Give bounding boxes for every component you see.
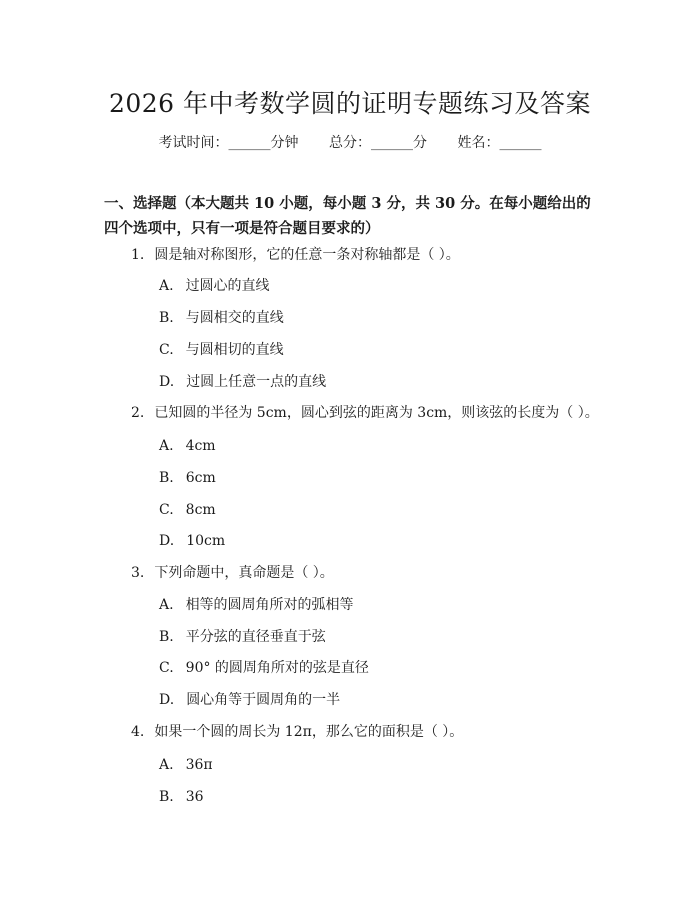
question-number: 4. — [131, 724, 145, 740]
exam-time-blank: ______ — [228, 135, 271, 151]
question-text: 如果一个圆的周长为 12π，那么它的面积是（ ）。 — [154, 724, 464, 740]
question-stem — [131, 404, 599, 422]
question-number: 2. — [131, 405, 145, 421]
answer-option — [159, 277, 270, 295]
question-stem — [131, 246, 460, 264]
option-text: 90° 的圆周角所对的弦是直径 — [185, 660, 369, 676]
answer-option — [159, 437, 216, 455]
option-text: 过圆心的直线 — [185, 278, 270, 294]
answer-option — [159, 532, 225, 550]
answer-option — [159, 469, 216, 487]
option-text: 与圆相切的直线 — [185, 342, 284, 358]
exam-time-unit: 分钟 — [270, 135, 299, 151]
option-letter: B. — [159, 470, 174, 486]
answer-option — [159, 341, 284, 359]
option-letter: D. — [159, 692, 175, 708]
question-number: 3. — [131, 565, 145, 581]
answer-option — [159, 659, 369, 677]
option-letter: B. — [159, 789, 174, 805]
option-letter: C. — [159, 342, 174, 358]
option-text: 平分弦的直径垂直于弦 — [185, 629, 326, 645]
answer-option — [159, 756, 213, 774]
option-letter: A. — [159, 438, 174, 454]
exam-info-line — [0, 132, 700, 152]
option-letter: C. — [159, 660, 174, 676]
answer-option — [159, 373, 326, 391]
option-text: 36 — [185, 789, 204, 805]
option-text: 10cm — [186, 533, 226, 549]
answer-option — [159, 628, 326, 646]
answer-option — [159, 691, 340, 709]
option-letter: B. — [159, 629, 174, 645]
total-score-unit: 分 — [413, 135, 427, 151]
option-letter: D. — [159, 533, 175, 549]
option-letter: A. — [159, 278, 174, 294]
answer-option — [159, 309, 284, 327]
exam-time-label: 考试时间： — [158, 135, 229, 151]
answer-option — [159, 596, 354, 614]
total-score-label: 总分： — [329, 135, 371, 151]
option-letter: C. — [159, 502, 174, 518]
question-text: 已知圆的半径为 5cm，圆心到弦的距离为 3cm，则该弦的长度为（ ）。 — [154, 405, 599, 421]
question-text: 下列命题中，真命题是（ ）。 — [154, 565, 334, 581]
student-name-label: 姓名： — [457, 135, 500, 151]
option-text: 6cm — [185, 470, 216, 486]
question-stem — [131, 723, 463, 741]
option-text: 与圆相交的直线 — [185, 310, 284, 326]
option-letter: D. — [159, 374, 175, 390]
answer-option — [159, 501, 216, 519]
exam-time-field — [159, 135, 299, 151]
student-name-field — [457, 135, 541, 151]
option-letter: A. — [159, 597, 174, 613]
total-score-field — [329, 135, 427, 151]
option-text: 圆心角等于圆周角的一半 — [186, 692, 341, 708]
option-text: 过圆上任意一点的直线 — [186, 374, 327, 390]
total-score-blank: ______ — [371, 135, 413, 151]
question-stem — [131, 564, 334, 582]
question-text: 圆是轴对称图形，它的任意一条对称轴都是（ ）。 — [154, 247, 460, 263]
option-text: 8cm — [185, 502, 216, 518]
student-name-blank: ______ — [499, 135, 542, 151]
option-letter: B. — [159, 310, 174, 326]
option-text: 4cm — [185, 438, 216, 454]
question-number: 1. — [131, 247, 145, 263]
answer-option — [159, 788, 204, 806]
page-title: 2026 年中考数学圆的证明专题练习及答案 — [108, 89, 592, 118]
option-text: 相等的圆周角所对的弧相等 — [185, 597, 354, 613]
option-text: 36π — [185, 757, 213, 773]
section-title-multiple-choice: 一、选择题（本大题共 10 小题，每小题 3 分，共 30 分。在每小题给出的四个选项中，只有一项是符合题目要求的） — [104, 195, 591, 237]
option-letter: A. — [159, 757, 174, 773]
